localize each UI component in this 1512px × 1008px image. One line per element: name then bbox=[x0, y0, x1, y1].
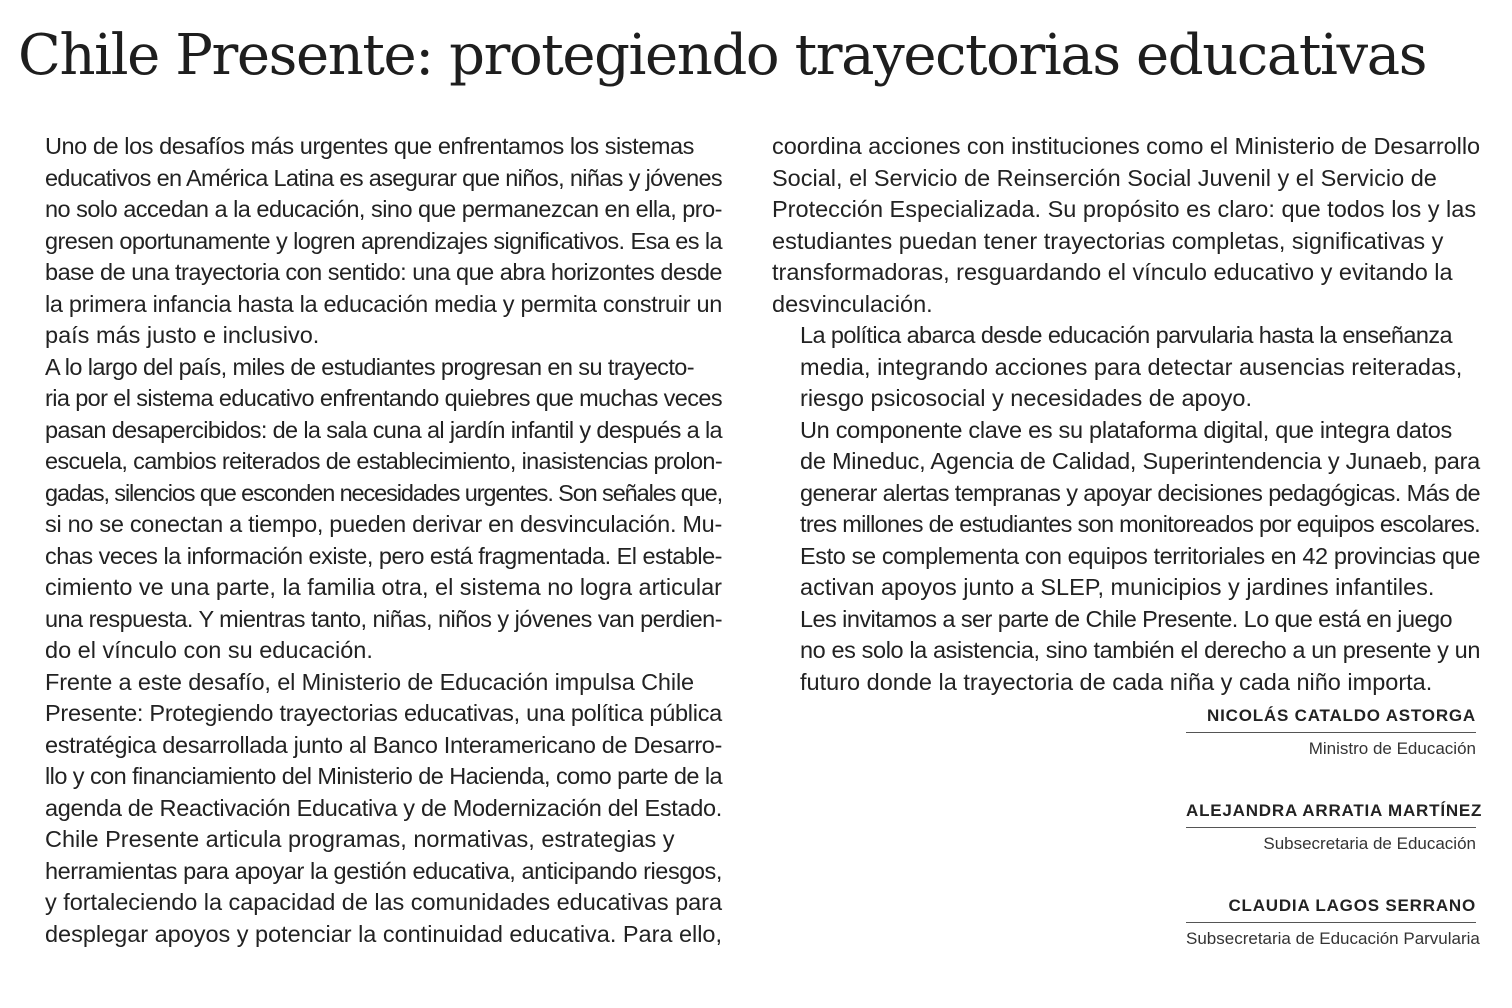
text-line: estudiantes puedan tener trayectorias completas, significativas y bbox=[772, 227, 1444, 254]
text-line: llo y con financiamiento del Ministerio de Hacienda, como parte de la bbox=[45, 763, 722, 789]
text-line: estratégica desarrollada junto al Banco Interamericano de Desarro- bbox=[45, 731, 722, 758]
article-paragraph bbox=[17, 131, 722, 352]
article-paragraph bbox=[772, 415, 1480, 604]
text-line: Chile Presente articula programas, normativas, estrategias y bbox=[45, 826, 675, 852]
text-line: desplegar apoyos y potenciar la continuidad educativa. Para ello, bbox=[45, 920, 722, 947]
signature-block bbox=[1186, 896, 1480, 949]
article-paragraph bbox=[17, 667, 722, 825]
text-line: país más justo e inclusivo. bbox=[45, 322, 320, 348]
text-line: si no se conectan a tiempo, pueden derivar en desvinculación. Mu- bbox=[45, 511, 722, 537]
text-line: Les invitamos a ser parte de Chile Presente. Lo que está en juego bbox=[800, 605, 1452, 632]
text-line: educativos en América Latina es asegurar que niños, niñas y jóvenes bbox=[45, 164, 722, 191]
signature-title: Subsecretaria de Educación bbox=[1263, 834, 1476, 853]
text-line: Esto se complementa con equipos territoriales en 42 provincias que bbox=[800, 542, 1480, 569]
article-paragraph bbox=[772, 320, 1480, 415]
text-line: pasan desapercibidos: de la sala cuna al jardín infantil y después a la bbox=[45, 416, 722, 443]
text-line: transformadoras, resguardando el vínculo educativo y evitando la bbox=[772, 259, 1453, 285]
text-line: activan apoyos junto a SLEP, municipios y jardines infantiles. bbox=[800, 574, 1435, 600]
text-line: no solo accedan a la educación, sino que permanezcan en ella, pro- bbox=[45, 196, 722, 222]
text-line: Frente a este desafío, el Ministerio de Educación impulsa Chile bbox=[45, 668, 694, 695]
text-line: gadas, silencios que esconden necesidades urgentes. Son señales que, bbox=[45, 479, 722, 506]
text-line: ria por el sistema educativo enfrentando quiebres que muchas veces bbox=[45, 385, 722, 411]
text-line: no es solo la asistencia, sino también el derecho a un presente y un bbox=[800, 637, 1480, 663]
text-line: Social, el Servicio de Reinserción Social Juvenil y el Servicio de bbox=[772, 164, 1437, 191]
article-paragraph bbox=[17, 824, 722, 950]
text-line: Protección Especializada. Su propósito es claro: que todos los y las bbox=[772, 196, 1477, 222]
text-line: Presente: Protegiendo trayectorias educativas, una política pública bbox=[45, 700, 722, 726]
text-line: Un componente clave es su plataforma digital, que integra datos bbox=[800, 416, 1452, 443]
text-line: desvinculación. bbox=[772, 290, 933, 317]
text-line: futuro donde la trayectoria de cada niña y cada niño importa. bbox=[800, 668, 1433, 695]
signature-name: NICOLÁS CATALDO ASTORGA bbox=[1186, 706, 1476, 733]
text-line: La política abarca desde educación parvularia hasta la enseñanza bbox=[800, 322, 1452, 348]
signature-block bbox=[1186, 706, 1476, 759]
text-line: una respuesta. Y mientras tanto, niñas, niños y jóvenes van perdien- bbox=[45, 605, 722, 632]
text-line: A lo largo del país, miles de estudiantes progresan en su trayecto- bbox=[45, 353, 694, 380]
signature-title: Subsecretaria de Educación Parvularia bbox=[1186, 929, 1480, 948]
article-headline: Chile Presente: protegiendo trayectorias educativas bbox=[18, 23, 1427, 88]
text-line: agenda de Reactivación Educativa y de Modernización del Estado. bbox=[45, 794, 722, 821]
text-line: base de una trayectoria con sentido: una que abra horizontes desde bbox=[45, 259, 723, 285]
text-line: Uno de los desafíos más urgentes que enfrentamos los sistemas bbox=[45, 133, 694, 159]
text-line: la primera infancia hasta la educación media y permita construir un bbox=[45, 290, 722, 317]
signature-title: Ministro de Educación bbox=[1308, 739, 1476, 758]
article-paragraph bbox=[772, 604, 1480, 699]
article-paragraph bbox=[17, 352, 722, 667]
text-line: media, integrando acciones para detectar ausencias reiteradas, bbox=[800, 353, 1463, 380]
text-line: cimiento ve una parte, la familia otra, el sistema no logra articular bbox=[45, 574, 722, 600]
text-line: tres millones de estudiantes son monitoreados por equipos escolares. bbox=[800, 511, 1480, 537]
text-line: do el vínculo con su educación. bbox=[45, 637, 373, 663]
text-line: de Mineduc, Agencia de Calidad, Superintendencia y Junaeb, para bbox=[800, 448, 1480, 474]
text-line: gresen oportunamente y logren aprendizajes significativos. Esa es la bbox=[45, 227, 722, 254]
article-paragraph bbox=[772, 131, 1480, 320]
signature-block bbox=[1186, 801, 1483, 854]
text-line: chas veces la información existe, pero está fragmentada. El estable- bbox=[45, 542, 722, 569]
text-line: coordina acciones con instituciones como el Ministerio de Desarrollo bbox=[772, 133, 1480, 159]
text-line: escuela, cambios reiterados de establecimiento, inasistencias prolon- bbox=[45, 448, 722, 474]
text-line: generar alertas tempranas y apoyar decisiones pedagógicas. Más de bbox=[800, 479, 1480, 506]
signature-name: ALEJANDRA ARRATIA MARTÍNEZ bbox=[1186, 801, 1476, 828]
text-line: y fortaleciendo la capacidad de las comunidades educativas para bbox=[45, 889, 722, 915]
article-column-left bbox=[17, 131, 722, 950]
signature-name: CLAUDIA LAGOS SERRANO bbox=[1186, 896, 1476, 923]
text-line: riesgo psicosocial y necesidades de apoyo. bbox=[800, 385, 1252, 411]
text-line: herramientas para apoyar la gestión educativa, anticipando riesgos, bbox=[45, 857, 722, 884]
article-column-right bbox=[772, 131, 1480, 698]
